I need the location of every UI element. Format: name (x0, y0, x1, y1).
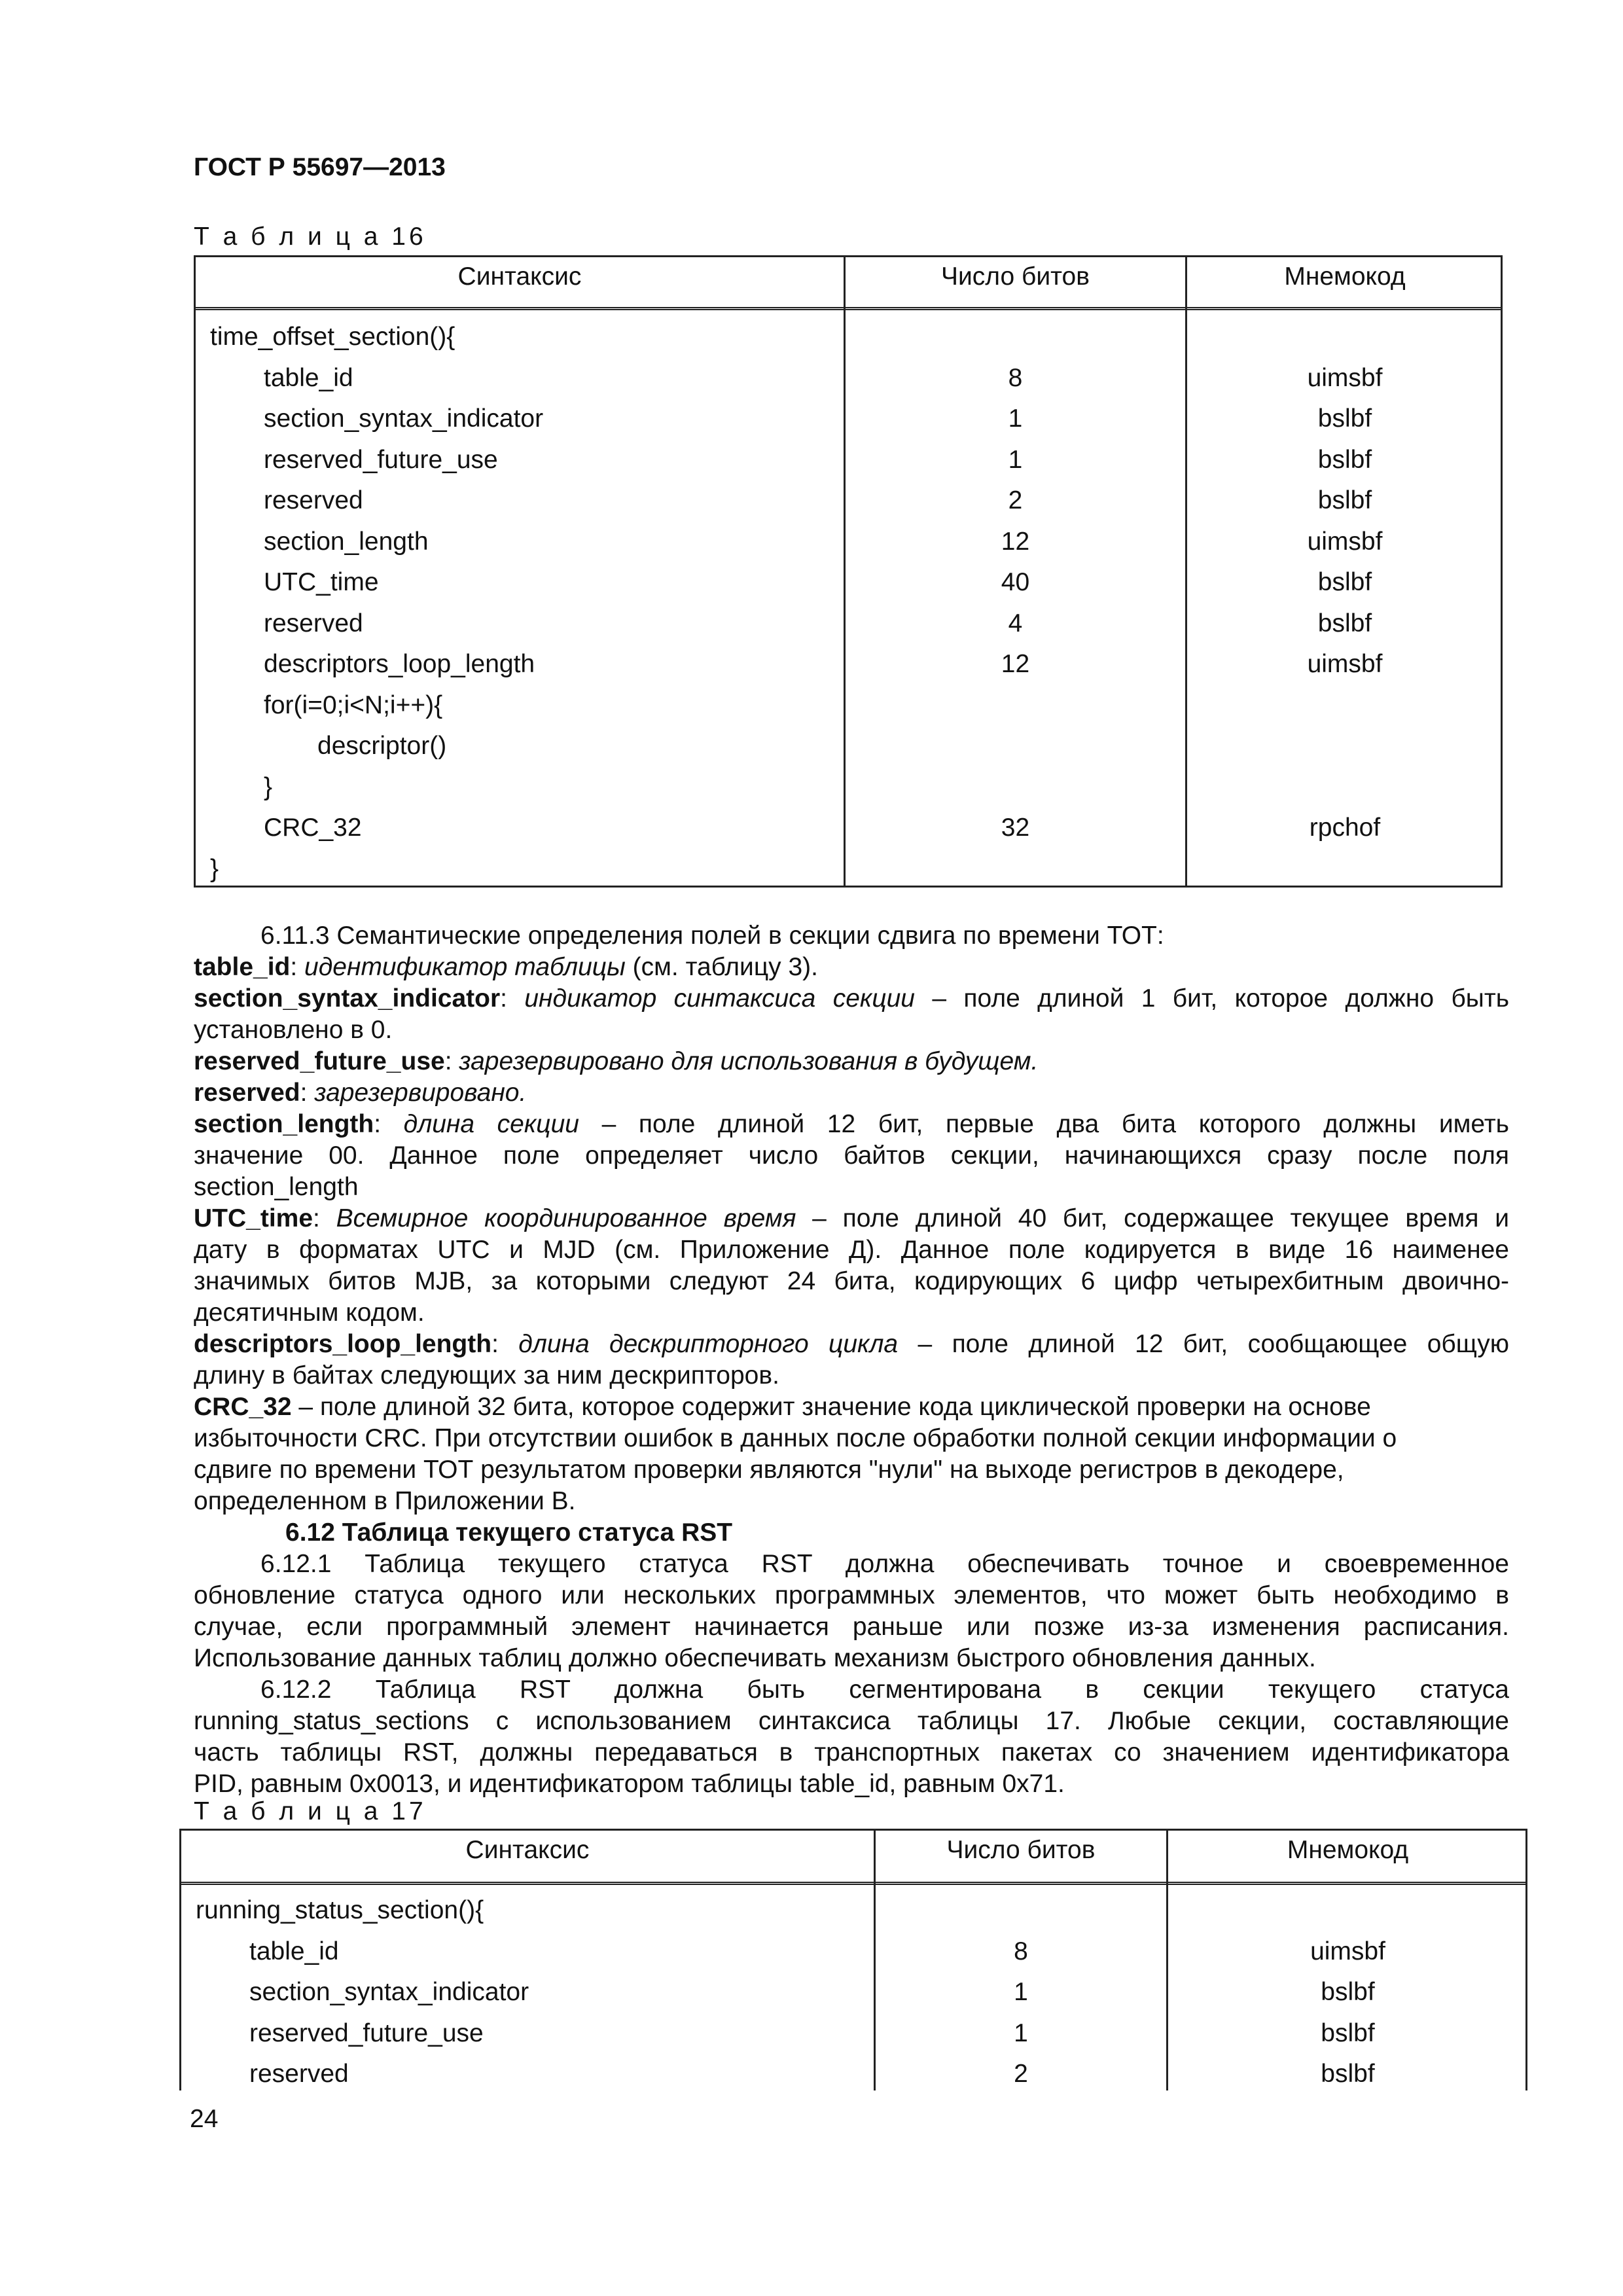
table-row-syntax: reserved (264, 486, 363, 514)
table-row-bits: 2 (1008, 486, 1023, 514)
table-row-syntax: for(i=0;i<N;i++){ (264, 691, 443, 719)
table17-header-mnemonic: Мнемокод (1287, 1836, 1409, 1864)
table-row-syntax: section_syntax_indicator (249, 1978, 529, 2006)
section-6-12-2-line2: running_status_sections с использованием синтаксиса таблицы 17. Любые секции, составляющие (194, 1707, 1509, 1735)
table-row-mnemonic: bslbf (1317, 486, 1372, 514)
table-row-mnemonic: uimsbf (1310, 1937, 1385, 1965)
semantic-dll-line1: descriptors_loop_length: длина дескрипторного цикла – поле длиной 12 бит, сообщающее общую (194, 1330, 1509, 1358)
table-row-syntax: time_offset_section(){ (210, 323, 455, 351)
table17-header-bits: Число битов (946, 1836, 1096, 1864)
table-row-syntax: } (210, 854, 219, 883)
table-row-syntax: reserved (249, 2060, 349, 2088)
semantic-crc-line4: определенном в Приложении В. (194, 1487, 576, 1515)
table-row-mnemonic: bslbf (1317, 445, 1372, 474)
table-row-syntax: section_syntax_indicator (264, 404, 544, 433)
term-crc-32: CRC_32 (194, 1393, 292, 1421)
table-row-syntax: CRC_32 (264, 814, 362, 842)
table-row-bits: 8 (1014, 1937, 1028, 1965)
table-row-syntax: reserved_future_use (264, 445, 498, 474)
rest-section-length: – поле длиной 12 бит, первые два бита которого должны иметь (579, 1110, 1509, 1138)
semantic-section-length-line3: section_length (194, 1173, 359, 1201)
section-6-12-2-line1: 6.12.2 Таблица RST должна быть сегментирована в секции текущего статуса (260, 1676, 1509, 1704)
page-number: 24 (190, 2105, 219, 2133)
semantic-utc-time-line1: UTC_time: Всемирное координированное время – поле длиной 40 бит, содержащее текущее время и (194, 1204, 1509, 1232)
table-row-mnemonic: uimsbf (1307, 363, 1383, 392)
section-6-12-1-line3: случае, если программный элемент начинается раньше или позже из-за изменения расписания. (194, 1613, 1509, 1641)
section-6-12-1-line1: 6.12.1 Таблица текущего статуса RST должна обеспечивать точное и своевременное (260, 1550, 1509, 1578)
term-section-syntax-indicator: section_syntax_indicator (194, 984, 501, 1013)
table-row-mnemonic: rpchof (1309, 814, 1381, 842)
table-row-syntax: running_status_section(){ (196, 1896, 484, 1924)
table16-header-separator (196, 307, 1501, 310)
term-reserved-future-use: reserved_future_use (194, 1047, 445, 1075)
table-row-bits: 2 (1014, 2060, 1028, 2088)
table16-caption: Т а б л и ц а 16 (194, 223, 427, 251)
table-row-mnemonic: bslbf (1321, 1978, 1375, 2006)
semantic-ssi-line1: section_syntax_indicator: индикатор синтаксиса секции – поле длиной 1 бит, которое должно быть (194, 984, 1510, 1013)
table17 (179, 1829, 1527, 2090)
table-row-mnemonic: bslbf (1321, 2060, 1375, 2088)
table17-caption: Т а б л и ц а 17 (194, 1797, 427, 1825)
table-row-syntax: section_length (264, 527, 429, 556)
rest-section-syntax-indicator: – поле длиной 1 бит, которое должно быть (915, 984, 1510, 1013)
term-reserved: reserved (194, 1079, 300, 1107)
table-row-bits: 8 (1008, 363, 1023, 392)
semantic-dll-line2: длину в байтах следующих за ним дескрипторов. (194, 1361, 779, 1390)
semantic-utc-time-line3: значимых битов MJB, за которыми следуют 24 бита, кодирующих 6 цифр четырехбитным двоично- (194, 1267, 1509, 1295)
table16-header-syntax: Синтаксис (457, 262, 582, 291)
table-row-syntax: descriptors_loop_length (264, 650, 535, 678)
semantic-table-id: table_id: идентификатор таблицы (см. таблицу 3). (194, 953, 818, 981)
semantic-section-length-line1: section_length: длина секции – поле длиной 12 бит, первые два бита которого должны иметь (194, 1110, 1509, 1138)
rest-crc-32: – поле длиной 32 бита, которое содержит значение кода циклической проверки на основе (291, 1393, 1371, 1421)
semantics-intro: 6.11.3 Семантические определения полей в секции сдвига по времени ТОТ: (260, 922, 1164, 950)
semantic-utc-time-line2: дату в форматах UTC и MJD (см. Приложение Д). Данное поле кодируется в виде 16 наименее (194, 1236, 1509, 1264)
def-reserved: зарезервировано. (314, 1079, 527, 1107)
semantic-rfu: reserved_future_use: зарезервировано для использования в будущем. (194, 1047, 1039, 1075)
semantic-crc-line2: избыточности CRC. При отсутствии ошибок в данных после обработки полной секции информации о (194, 1424, 1397, 1452)
table-row-bits: 12 (1001, 527, 1030, 556)
table-row-mnemonic: bslbf (1317, 568, 1372, 596)
table16-header-bits: Число битов (941, 262, 1090, 291)
table-row-syntax: reserved (264, 609, 363, 637)
rest-table-id: (см. таблицу 3). (625, 953, 818, 981)
table-row-mnemonic: bslbf (1321, 2018, 1375, 2047)
semantic-utc-time-line4: десятичным кодом. (194, 1299, 425, 1327)
semantic-ssi-line2: установлено в 0. (194, 1016, 393, 1044)
semantic-reserved: reserved: зарезервировано. (194, 1079, 527, 1107)
def-table-id: идентификатор таблицы (304, 953, 626, 981)
def-section-length: длина секции (403, 1110, 579, 1138)
section-6-12-1-line4: Использование данных таблиц должно обеспечивать механизм быстрого обновления данных. (194, 1644, 1316, 1672)
rest-descriptors-loop-length: – поле длиной 12 бит, сообщающее общую (898, 1330, 1509, 1358)
term-utc-time: UTC_time (194, 1204, 313, 1232)
table-row-syntax: reserved_future_use (249, 2018, 484, 2047)
def-descriptors-loop-length: длина дескрипторного цикла (518, 1330, 899, 1358)
table-row-mnemonic: bslbf (1317, 404, 1372, 433)
def-reserved-future-use: зарезервировано для использования в будущем. (459, 1047, 1039, 1075)
rest-utc-time: – поле длиной 40 бит, содержащее текущее время и (796, 1204, 1509, 1232)
section-6-12-heading: 6.12 Таблица текущего статуса RST (285, 1518, 733, 1547)
section-6-12-2-line4: PID, равным 0x0013, и идентификатором таблицы table_id, равным 0x71. (194, 1770, 1065, 1798)
semantic-crc-line1 (194, 1391, 1509, 1423)
table-row-bits: 1 (1014, 1978, 1028, 2006)
table-row-mnemonic: uimsbf (1307, 527, 1383, 556)
table17-header-syntax: Синтаксис (465, 1836, 590, 1864)
table-row-bits: 1 (1008, 445, 1023, 474)
table-row-bits: 4 (1008, 609, 1023, 637)
table-row-syntax: } (264, 772, 273, 801)
table-row-bits: 32 (1001, 814, 1030, 842)
def-section-syntax-indicator: индикатор синтаксиса секции (524, 984, 915, 1013)
table-row-bits: 1 (1008, 404, 1023, 433)
section-6-12-1-line2: обновление статуса одного или нескольких программных элементов, что может быть необходимо в (194, 1581, 1509, 1609)
term-table-id: table_id (194, 953, 291, 981)
table-row-syntax: descriptor() (317, 732, 447, 760)
table-row-mnemonic: bslbf (1317, 609, 1372, 637)
semantic-crc-line3: сдвиге по времени ТОТ результатом проверки являются "нули" на выходе регистров в декодере, (194, 1456, 1344, 1484)
table-row-bits: 12 (1001, 650, 1030, 678)
section-6-12-2-line3: часть таблицы RST, должны передаваться в транспортных пакетах со значением идентификатора (194, 1738, 1509, 1767)
document-header: ГОСТ Р 55697—2013 (194, 153, 446, 181)
table-row-syntax: table_id (264, 363, 353, 392)
def-utc-time: Всемирное координированное время (336, 1204, 796, 1232)
table16-header-mnemonic: Мнемокод (1284, 262, 1406, 291)
table-row-bits: 1 (1014, 2018, 1028, 2047)
term-descriptors-loop-length: descriptors_loop_length (194, 1330, 492, 1358)
table-row-mnemonic: uimsbf (1307, 650, 1383, 678)
semantic-section-length-line2: значение 00. Данное поле определяет число байтов секции, начинающихся сразу после поля (194, 1141, 1509, 1170)
table-row-syntax: table_id (249, 1937, 339, 1965)
table17-header-separator (181, 1882, 1525, 1885)
term-section-length: section_length (194, 1110, 374, 1138)
table-row-syntax: UTC_time (264, 568, 379, 596)
table16 (194, 255, 1503, 888)
table-row-bits: 40 (1001, 568, 1030, 596)
